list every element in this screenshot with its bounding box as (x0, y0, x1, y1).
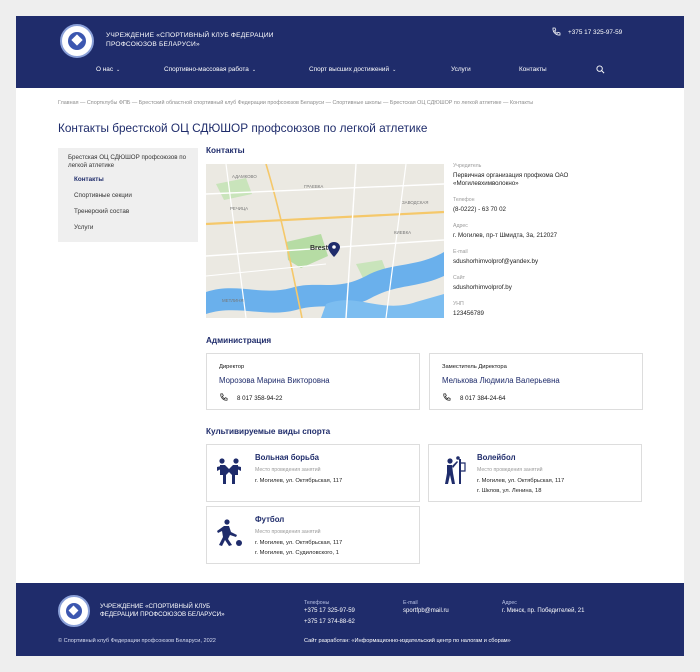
phone-icon (442, 393, 451, 402)
site-footer (16, 583, 684, 656)
nav-item-label: Спортивно-массовая работа (164, 66, 249, 73)
phone-icon (219, 393, 228, 402)
search-icon[interactable] (596, 65, 605, 74)
site-value[interactable]: sdushorhimvolprof.by (453, 284, 512, 291)
org-name[interactable]: УЧРЕЖДЕНИЕ «СПОРТИВНЫЙ КЛУБ ФЕДЕРАЦИИ ПРОФСОЮЗОВ БЕЛАРУСИ» (106, 32, 274, 48)
admin-role: Директор (219, 364, 245, 370)
admin-role: Заместитель Директора (442, 364, 507, 370)
founder-label: Учредитель (453, 163, 482, 169)
map-district-label: ГРАЕВКА (304, 184, 324, 189)
map-district-label: МЕТЛИНЯ (222, 298, 244, 303)
nav-item-mass-sport[interactable] (164, 66, 256, 73)
phone-value[interactable]: (8-0222) - 63 70 02 (453, 206, 506, 213)
sidebar-item-sections[interactable]: Спортивные секции (74, 192, 132, 199)
phone-icon (551, 27, 561, 37)
sidebar (58, 148, 198, 242)
sidebar-item-trainers[interactable]: Тренерский состав (74, 208, 130, 215)
sidebar-item-contacts[interactable]: Контакты (74, 176, 104, 183)
map-district-label: ЗАВОДСКАЯ (402, 200, 429, 205)
sport-address: г. Могилев, ул. Октябрьская, 117 (255, 540, 343, 546)
main-nav (16, 63, 684, 79)
sports-section-title: Культивируемые виды спорта (206, 427, 331, 436)
sidebar-item-services[interactable]: Услуги (74, 224, 94, 231)
header-phone[interactable] (568, 29, 622, 36)
site-label: Сайт (453, 275, 465, 281)
nav-item-services[interactable] (451, 66, 471, 73)
footer-address-label: Адрес (502, 600, 517, 606)
phone-label: Телефон (453, 197, 475, 203)
wrestling-icon (213, 455, 245, 487)
footer-email-label: E-mail (403, 600, 418, 606)
football-icon (213, 517, 245, 549)
admin-name: Мелькова Людмила Валерьевна (442, 376, 560, 385)
map-district-label: КИЕВКА (394, 230, 412, 235)
header-phone-text: +375 17 325-97-59 (568, 29, 623, 36)
sport-address: г. Могилев, ул. Октябрьская, 117 (255, 478, 343, 484)
administration-section-title: Администрация (206, 336, 272, 345)
footer-phone[interactable]: +375 17 325-97-59 (304, 608, 355, 614)
unp-label: УНП (453, 301, 464, 307)
admin-phone[interactable]: 8 017 358-94-22 (237, 395, 283, 402)
sidebar-heading[interactable]: Брестская ОЦ СДЮШОР профсоюзов по легкой атлетике (68, 154, 187, 169)
footer-phone[interactable]: +375 17 374-88-62 (304, 619, 355, 625)
footer-logo-icon[interactable] (58, 595, 90, 627)
nav-item-high-achievement[interactable] (309, 66, 396, 73)
page-title: Контакты брестской ОЦ СДЮШОР профсоюзов по легкой атлетике (58, 121, 428, 135)
email-label: E-mail (453, 249, 468, 255)
sport-place-label: Место проведения занятий (255, 467, 321, 473)
location-map[interactable] (206, 164, 444, 318)
address-label: Адрес (453, 223, 468, 229)
contacts-section-title: Контакты (206, 146, 245, 155)
page (16, 16, 684, 656)
sport-name[interactable]: Вольная борьба (255, 453, 319, 462)
nav-item-label: Контакты (519, 66, 547, 73)
address-value: г. Могилев, пр-т Шмидта, 3а, 212027 (453, 232, 558, 239)
sport-address: г. Могилев, ул. Судиловского, 1 (255, 550, 339, 556)
admin-phone[interactable]: 8 017 384-24-64 (460, 395, 506, 402)
map-pin-center (332, 245, 336, 249)
admin-name: Морозова Марина Викторовна (219, 376, 330, 385)
sport-card-wrestling[interactable] (206, 444, 420, 502)
chevron-down-icon: ⌄ (251, 67, 257, 73)
admin-card-director (206, 353, 420, 410)
nav-item-about[interactable] (96, 66, 120, 73)
footer-address: г. Минск, пр. Победителей, 21 (502, 608, 585, 614)
nav-item-label: Услуги (451, 66, 471, 73)
email-value[interactable]: sdushorhimvolprof@yandex.by (453, 258, 539, 265)
footer-email[interactable]: sportfpb@mail.ru (403, 608, 449, 614)
map-district-label: РЕЧИЦА (230, 206, 249, 211)
map-district-label: АДАМКОВО (232, 174, 257, 179)
sport-place-label: Место проведения занятий (477, 467, 543, 473)
logo-icon[interactable] (60, 24, 94, 58)
chevron-down-icon: ⌄ (392, 67, 397, 73)
nav-item-contacts[interactable] (519, 66, 547, 73)
footer-developer[interactable]: Сайт разработан: «Информационно-издательский центр по налогам и сборам» (304, 638, 511, 644)
nav-item-label: О нас (96, 66, 114, 73)
sport-address: г. Шклов, ул. Ленина, 18 (477, 488, 542, 494)
admin-card-deputy (429, 353, 643, 410)
map-city-label: Brest (310, 245, 328, 252)
sport-card-football[interactable] (206, 506, 420, 564)
footer-copyright: © Спортивный клуб Федерации профсоюзов Беларуси, 2022 (58, 638, 216, 644)
sport-name[interactable]: Волейбол (477, 453, 516, 462)
footer-phones-label: Телефоны (304, 600, 330, 606)
nav-item-label: Спорт высших достижений (309, 66, 390, 73)
sport-address: г. Могилев, ул. Октябрьская, 117 (477, 478, 565, 484)
volleyball-icon (435, 455, 467, 487)
breadcrumb[interactable]: Главная — Спортклубы ФПБ — Брестский областной спортивный клуб Федерации профсоюзов Беларуси — Спортивные школы — Брестская ОЦ СДЮШОР по легкой атлетике — Контакты (58, 100, 534, 106)
footer-org-name: УЧРЕЖДЕНИЕ «СПОРТИВНЫЙ КЛУБ ФЕДЕРАЦИИ ПРОФСОЮЗОВ БЕЛАРУСИ» (100, 603, 225, 618)
chevron-down-icon: ⌄ (116, 67, 121, 73)
sport-card-volleyball[interactable] (428, 444, 642, 502)
sport-name[interactable]: Футбол (255, 515, 285, 524)
unp-value: 123456789 (453, 310, 484, 317)
sport-place-label: Место проведения занятий (255, 529, 321, 535)
founder-value: Первичная организация профкома ОАО «Могилевхимволокно» (453, 172, 569, 187)
site-header (16, 16, 684, 88)
